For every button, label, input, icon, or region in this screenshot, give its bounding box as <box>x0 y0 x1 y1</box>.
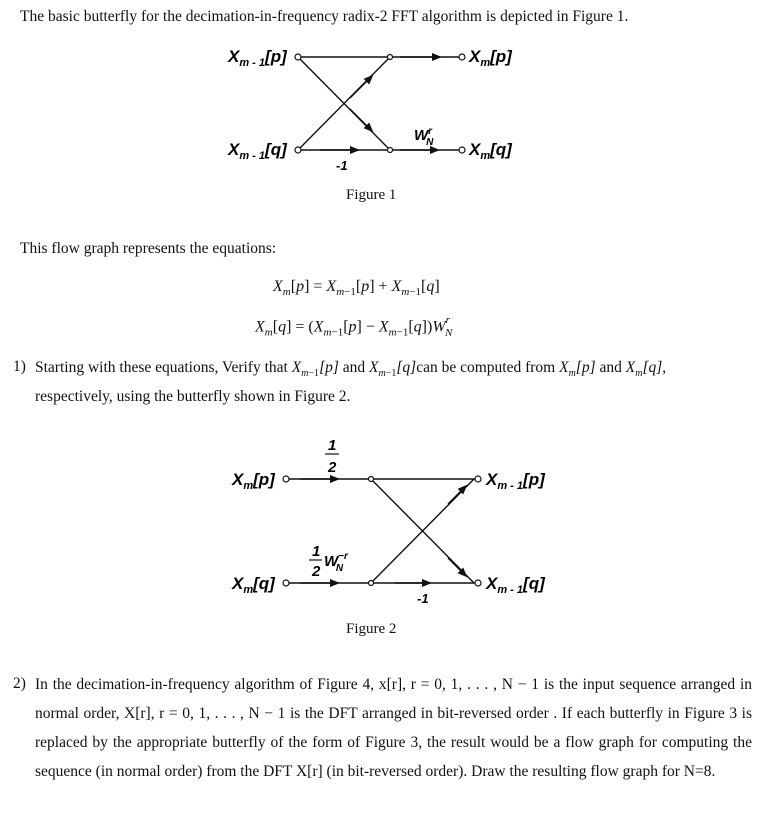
fig2-node-mid-top <box>369 477 374 482</box>
intro-text: The basic butterfly for the decimation-in-frequency radix-2 FFT algorithm is depicted in Figure 1. <box>20 8 629 25</box>
fig1-out-top-label: $X_m[p]$ <box>469 47 512 69</box>
flow-graph-text: This flow graph represents the equations: <box>20 240 277 257</box>
node-in-bottom <box>295 147 301 153</box>
fig2-in-top-label: $X_m[p]$ <box>232 470 275 492</box>
q2-number: 2) <box>13 675 26 692</box>
node-out-bottom <box>459 147 465 153</box>
q1-line-2: respectively, using the butterfly shown in Figure 2. <box>35 388 351 405</box>
fig2-half-top-num: 1 <box>328 437 337 454</box>
fig2-node-in-bottom <box>283 580 289 586</box>
arrow-diagonal-up <box>350 76 372 98</box>
fig1-twiddle-label: $W^r$ N <box>414 126 434 148</box>
fig2-half-bottom-den: 2 <box>312 563 321 580</box>
node-mid-bottom <box>388 148 393 153</box>
node-in-top <box>295 54 301 60</box>
fig2-twiddle-label: $W^{-r}$ N <box>324 551 348 574</box>
q1-number: 1) <box>13 358 26 375</box>
fig2-node-out-bottom <box>475 580 481 586</box>
figure-1-caption: Figure 1 <box>346 187 397 203</box>
fig1-in-top-label: $X_{m - 1}[p]$ <box>228 47 287 69</box>
fig2-arrow-diag-down <box>448 558 466 576</box>
fig1-out-bottom-label: $X_m[q]$ <box>469 140 512 162</box>
figure-2-butterfly <box>0 430 760 610</box>
q1-line-1: Starting with these equations, Verify that $X_{m-1}[p]$ and $X_{m-1}[q]can$ be computed from $X_m[p]$ and $X_m[q]$, <box>35 359 667 380</box>
fig2-minus-one-label: -1 <box>417 591 429 606</box>
q2-paragraph: In the decimation-in-frequency algorithm of Figure 4, x[r], r = 0, 1, . . . , N − 1 is the input sequence arranged in normal order, X[r], r = 0, 1, . . . , N − 1 is the DFT arranged in bit-reversed order . If each butterfly in Figure 3 is replaced by the appropriate butterfly of the form of Figure 3, the result would be a flow graph for computing the sequence (in normal order) from the DFT X[r] (in bit-reversed order). Draw the resulting flow graph for N=8. <box>35 676 752 780</box>
fig2-out-top-label: $X_{m - 1}[p]$ <box>486 470 545 492</box>
fig2-half-bottom-num: 1 <box>312 543 321 560</box>
fig1-minus-one-label: -1 <box>336 158 348 173</box>
node-out-top <box>459 54 465 60</box>
fig2-in-bottom-label: $X_m[q]$ <box>232 574 275 596</box>
equation-1: $X_m[p] = X_{m-1}[p] + X_{m-1}[q]$ <box>273 278 440 299</box>
figure-2-caption: Figure 2 <box>346 621 397 637</box>
fig2-node-out-top <box>475 476 481 482</box>
node-mid-top <box>388 55 393 60</box>
fig2-half-top-den: 2 <box>328 459 337 476</box>
fig2-arrow-diag-up <box>448 486 466 504</box>
arrow-diagonal-down <box>350 109 372 131</box>
equation-2: $X_m[q] = (X_{m-1}[p] - X_{m-1}[q])W^r_N$ <box>255 314 453 339</box>
fig2-node-in-top <box>283 476 289 482</box>
fig2-node-mid-bottom <box>369 581 374 586</box>
fig2-out-bottom-label: $X_{m - 1}[q]$ <box>486 574 545 596</box>
fig1-in-bottom-label: $X_{m - 1}[q]$ <box>228 140 287 162</box>
